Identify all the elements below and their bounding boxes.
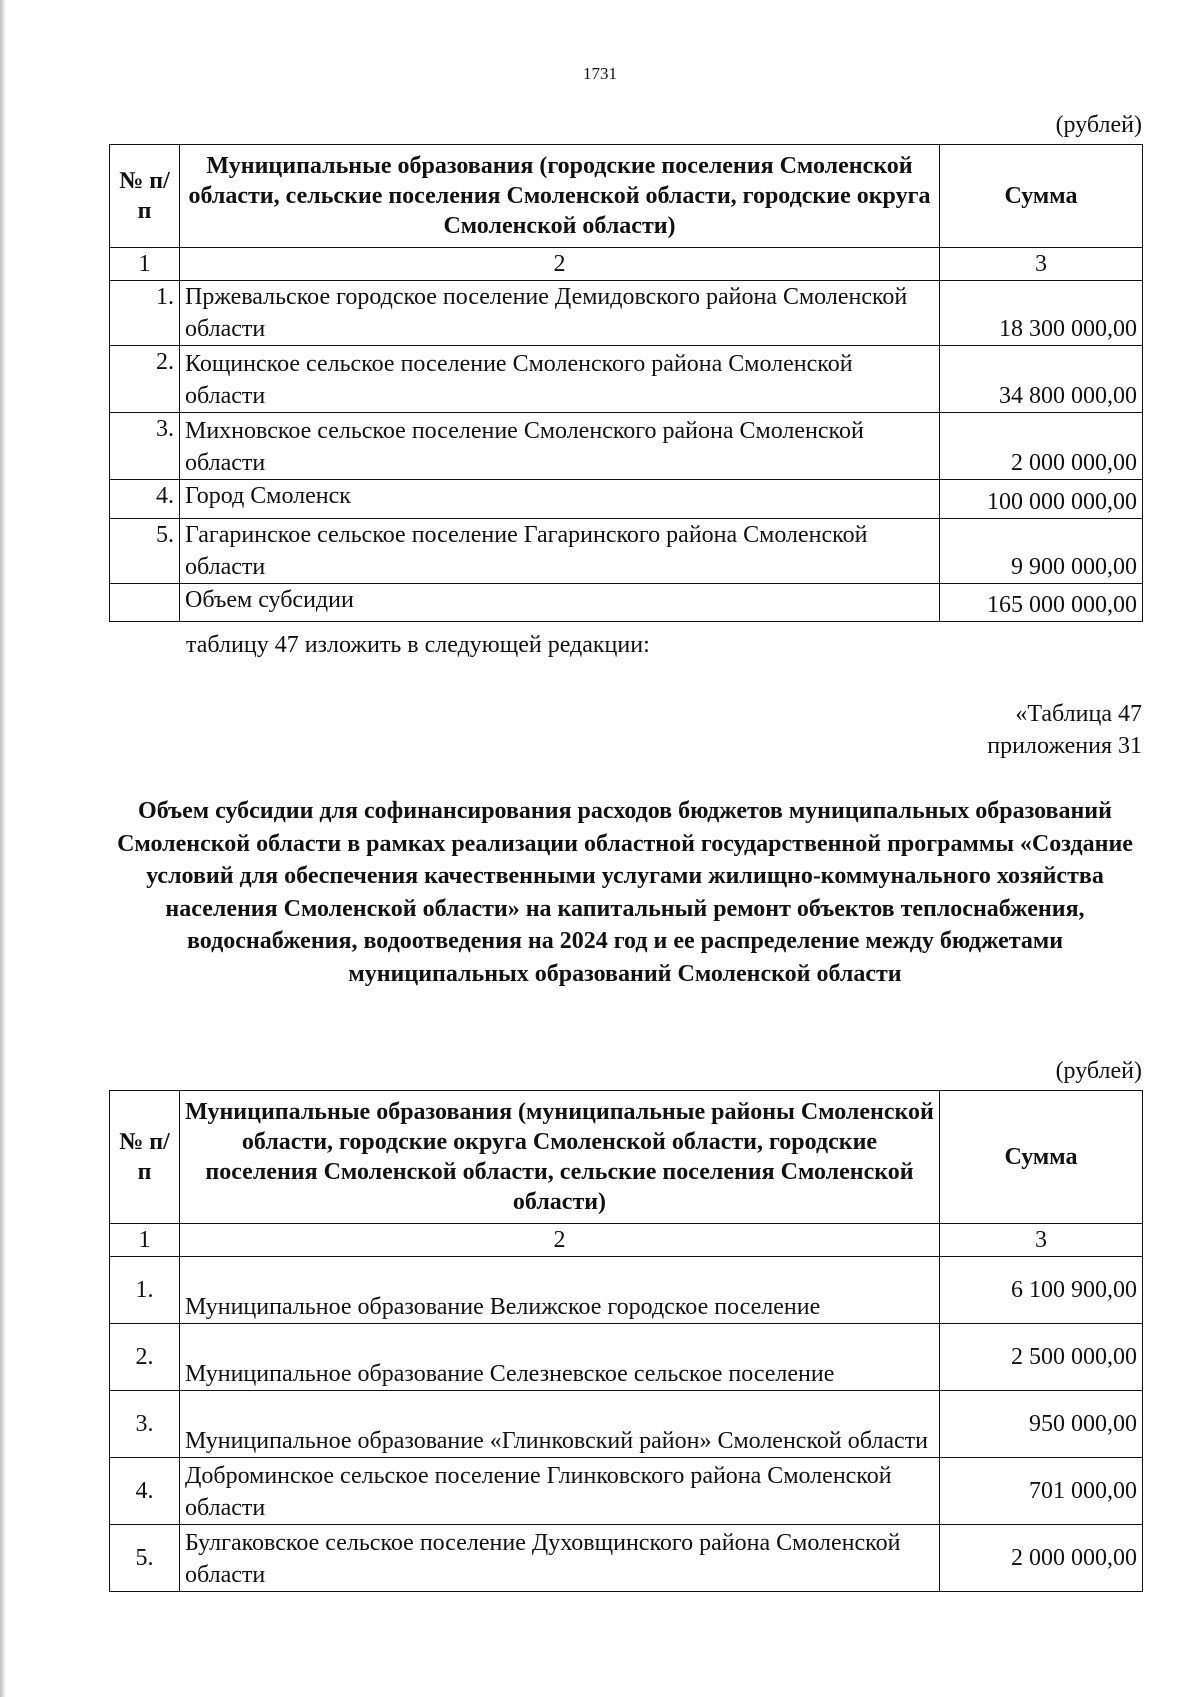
total-no	[110, 584, 180, 622]
row-no: 4.	[110, 1458, 180, 1525]
table-row	[110, 281, 1143, 346]
column-numbers	[110, 248, 1143, 281]
row-sum: 2 000 000,00	[940, 413, 1143, 480]
row-sum: 2 000 000,00	[940, 1525, 1143, 1592]
row-sum: 100 000 000,00	[940, 480, 1143, 519]
table-reference	[987, 698, 1142, 762]
col-number: 3	[940, 1224, 1143, 1257]
table-row	[110, 413, 1143, 480]
row-no: 2.	[110, 346, 180, 413]
col-number: 2	[180, 248, 940, 281]
row-no: 4.	[110, 480, 180, 519]
row-name: Михновское сельское поселение Смоленского района Смоленской области	[180, 413, 940, 480]
instruction-text: таблицу 47 изложить в следующей редакции:	[186, 632, 650, 658]
page-number: 1731	[583, 64, 617, 83]
row-name: Город Смоленск	[180, 480, 940, 519]
row-no: 1.	[110, 281, 180, 346]
table-reference-line1: «Таблица 47	[1015, 701, 1142, 727]
subsidy-table-1	[109, 144, 1143, 622]
table-title: Объем субсидии для софинансирования расходов бюджетов муниципальных образований Смоленской области в рамках реализации областной государственной программы «Создание условий для обеспечения качественными услугами жилищно-коммунального хозяйства населения Смоленской области» на капитальный ремонт объектов теплоснабжения, водоснабжения, водоотведения на 2024 год и ее распределение между бюджетами муниципальных образований Смоленской области	[117, 798, 1133, 987]
row-name: Пржевальское городское поселение Демидовского района Смоленской области	[180, 281, 940, 346]
row-name: Муниципальное образование «Глинковский район» Смоленской области	[180, 1391, 940, 1458]
table-row	[110, 346, 1143, 413]
header-sum: Сумма	[940, 1091, 1143, 1224]
table-row	[110, 1525, 1143, 1592]
total-label: Объем субсидии	[180, 584, 940, 622]
table-total-row	[110, 584, 1143, 622]
row-sum: 34 800 000,00	[940, 346, 1143, 413]
units-label-1: (рублей)	[1055, 112, 1142, 138]
subsidy-table-2	[109, 1090, 1143, 1592]
header-name: Муниципальные образования (муниципальные районы Смоленской области, городские округа Смоленской области, городские поселения Смоленской области, сельские поселения Смоленской области)	[180, 1091, 940, 1224]
header-sum: Сумма	[940, 145, 1143, 248]
row-sum: 9 900 000,00	[940, 519, 1143, 584]
column-numbers	[110, 1224, 1143, 1257]
row-no: 3.	[110, 413, 180, 480]
row-no: 2.	[110, 1324, 180, 1391]
header-name: Муниципальные образования (городские поселения Смоленской области, сельские поселения Смоленской области, городские округа Смоленской области)	[180, 145, 940, 248]
table-header	[110, 145, 1143, 248]
row-name: Кощинское сельское поселение Смоленского района Смоленской области	[180, 346, 940, 413]
row-no: 3.	[110, 1391, 180, 1458]
row-name: Муниципальное образование Велижское городское поселение	[180, 1257, 940, 1324]
row-no: 5.	[110, 519, 180, 584]
table-row	[110, 480, 1143, 519]
row-sum: 6 100 900,00	[940, 1257, 1143, 1324]
row-sum: 701 000,00	[940, 1458, 1143, 1525]
col-number: 1	[110, 1224, 180, 1257]
row-name: Доброминское сельское поселение Глинковского района Смоленской области	[180, 1458, 940, 1525]
col-number: 3	[940, 248, 1143, 281]
units-label-2: (рублей)	[1055, 1058, 1142, 1084]
row-name: Муниципальное образование Селезневское сельское поселение	[180, 1324, 940, 1391]
col-number: 2	[180, 1224, 940, 1257]
table-row	[110, 1458, 1143, 1525]
table-row	[110, 1257, 1143, 1324]
row-sum: 2 500 000,00	[940, 1324, 1143, 1391]
header-no: № п/п	[110, 145, 180, 248]
table-row	[110, 1391, 1143, 1458]
row-name: Булгаковское сельское поселение Духовщинского района Смоленской области	[180, 1525, 940, 1592]
table-row	[110, 1324, 1143, 1391]
row-sum: 950 000,00	[940, 1391, 1143, 1458]
row-sum: 18 300 000,00	[940, 281, 1143, 346]
table-row	[110, 519, 1143, 584]
table-reference-line2: приложения 31	[987, 733, 1142, 759]
col-number: 1	[110, 248, 180, 281]
row-no: 1.	[110, 1257, 180, 1324]
row-name: Гагаринское сельское поселение Гагаринского района Смоленской области	[180, 519, 940, 584]
total-sum: 165 000 000,00	[940, 584, 1143, 622]
scan-edge	[0, 0, 6, 1697]
row-no: 5.	[110, 1525, 180, 1592]
table-header	[110, 1091, 1143, 1224]
header-no: № п/п	[110, 1091, 180, 1224]
